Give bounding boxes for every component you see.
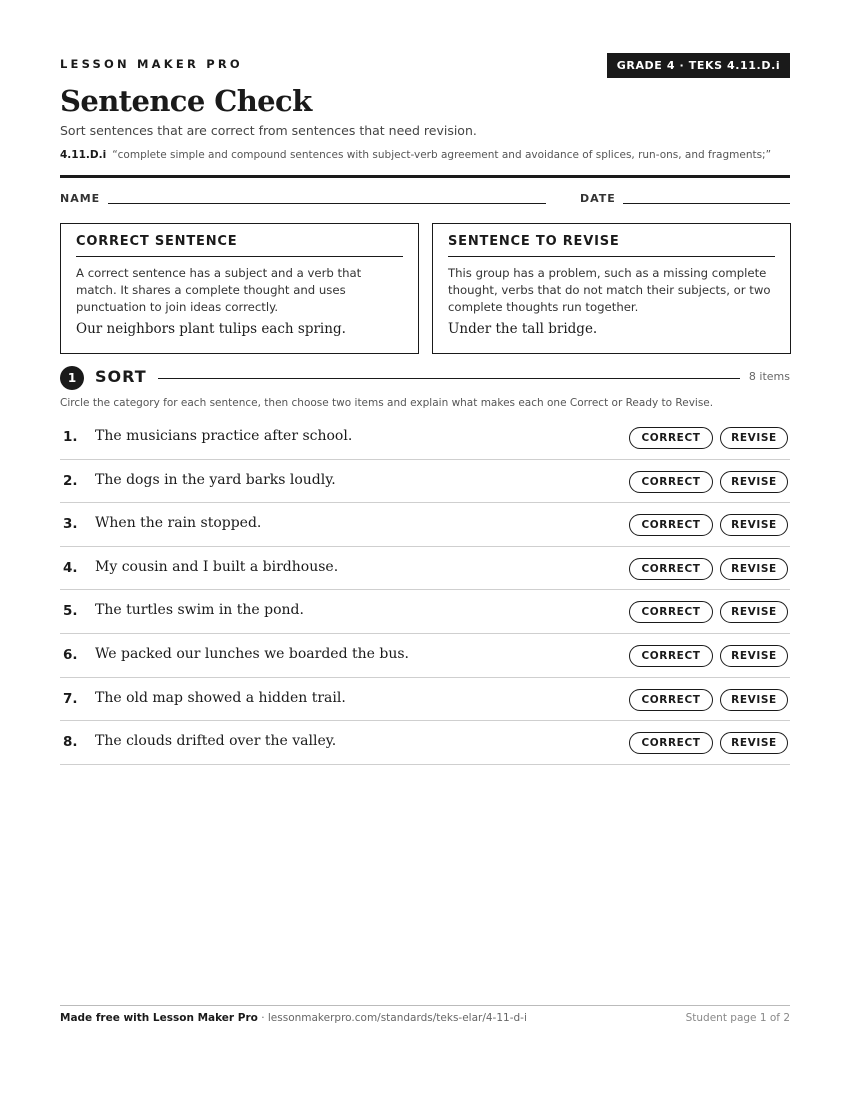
revise-option[interactable]: REVISE <box>720 427 788 449</box>
standard-text: “complete simple and compound sentences with subject-verb agreement and avoidance of splices, run-ons, and fragments;” <box>112 149 772 161</box>
item-number: 1. <box>63 429 78 445</box>
item-sentence: The musicians practice after school. <box>95 428 353 444</box>
card-title: CORRECT SENTENCE <box>76 234 403 257</box>
page-indicator: Student page 1 of 2 <box>685 1012 790 1024</box>
revise-option[interactable]: REVISE <box>720 514 788 536</box>
item-number: 7. <box>63 690 78 707</box>
item-sentence: The turtles swim in the pond. <box>95 602 304 619</box>
standard-code: 4.11.D.i <box>60 149 107 161</box>
card-title: SENTENCE TO REVISE <box>448 234 775 257</box>
revise-option[interactable]: REVISE <box>720 689 788 711</box>
list-item <box>60 460 790 504</box>
footer-separator: · <box>257 1012 268 1024</box>
footer-made-with: Made free with Lesson Maker Pro <box>60 1012 258 1024</box>
footer-url[interactable]: lessonmakerpro.com/standards/teks-elar/4-11-d-i <box>267 1012 527 1024</box>
item-count: 8 items <box>748 370 790 383</box>
page-title: Sentence Check <box>60 84 312 118</box>
correct-option[interactable]: CORRECT <box>629 601 713 623</box>
sentence-list <box>60 416 790 765</box>
correct-sentence-card <box>60 223 419 354</box>
date-field[interactable] <box>623 203 790 204</box>
list-item <box>60 416 790 460</box>
item-number: 5. <box>63 603 78 620</box>
name-label: NAME <box>60 192 101 205</box>
item-number: 3. <box>63 516 78 533</box>
list-item <box>60 678 790 722</box>
footer-credit <box>60 1012 527 1024</box>
item-number: 4. <box>63 559 78 576</box>
section-title: SORT <box>95 367 147 386</box>
section-divider <box>158 378 740 379</box>
correct-option[interactable]: CORRECT <box>629 645 713 667</box>
correct-option[interactable]: CORRECT <box>629 427 713 449</box>
revise-option[interactable]: REVISE <box>720 601 788 623</box>
revise-option[interactable]: REVISE <box>720 471 788 493</box>
brand-name: LESSON MAKER PRO <box>60 57 243 71</box>
section-instructions: Circle the category for each sentence, then choose two items and explain what makes each one Correct or Ready to Revise. <box>60 397 714 409</box>
correct-option[interactable]: CORRECT <box>629 558 713 580</box>
list-item <box>60 721 790 765</box>
name-field[interactable] <box>108 203 546 204</box>
correct-option[interactable]: CORRECT <box>629 732 713 754</box>
list-item <box>60 547 790 591</box>
section-number: 1 <box>60 366 84 390</box>
standard-line <box>60 149 771 161</box>
revise-option[interactable]: REVISE <box>720 558 788 580</box>
footer-divider <box>60 1005 790 1006</box>
item-sentence: The dogs in the yard barks loudly. <box>95 471 336 488</box>
correct-option[interactable]: CORRECT <box>629 514 713 536</box>
card-example: Our neighbors plant tulips each spring. <box>76 321 346 337</box>
item-number: 8. <box>63 734 78 751</box>
correct-option[interactable]: CORRECT <box>629 689 713 711</box>
page-subtitle: Sort sentences that are correct from sentences that need revision. <box>60 123 477 138</box>
item-sentence: When the rain stopped. <box>95 515 262 532</box>
item-sentence: The clouds drifted over the valley. <box>95 733 337 750</box>
correct-option[interactable]: CORRECT <box>629 471 713 493</box>
revise-sentence-card <box>432 223 791 354</box>
item-number: 6. <box>63 646 78 663</box>
revise-option[interactable]: REVISE <box>720 645 788 667</box>
header-divider <box>60 175 790 178</box>
list-item <box>60 503 790 547</box>
revise-option[interactable]: REVISE <box>720 732 788 754</box>
date-label: DATE <box>580 192 616 205</box>
list-item <box>60 634 790 678</box>
list-item <box>60 590 790 634</box>
item-sentence: We packed our lunches we boarded the bus. <box>95 645 409 662</box>
item-sentence: The old map showed a hidden trail. <box>95 689 346 706</box>
card-example: Under the tall bridge. <box>448 321 598 337</box>
card-description: A correct sentence has a subject and a verb that match. It shares a complete thought and uses punctuation to join ideas correctly. <box>76 266 362 314</box>
item-number: 2. <box>63 472 78 489</box>
item-sentence: My cousin and I built a birdhouse. <box>95 558 339 575</box>
card-description: This group has a problem, such as a missing complete thought, verbs that do not match their subjects, or two complete thoughts run together. <box>448 266 771 314</box>
grade-badge: GRADE 4 · TEKS 4.11.D.i <box>607 53 790 78</box>
